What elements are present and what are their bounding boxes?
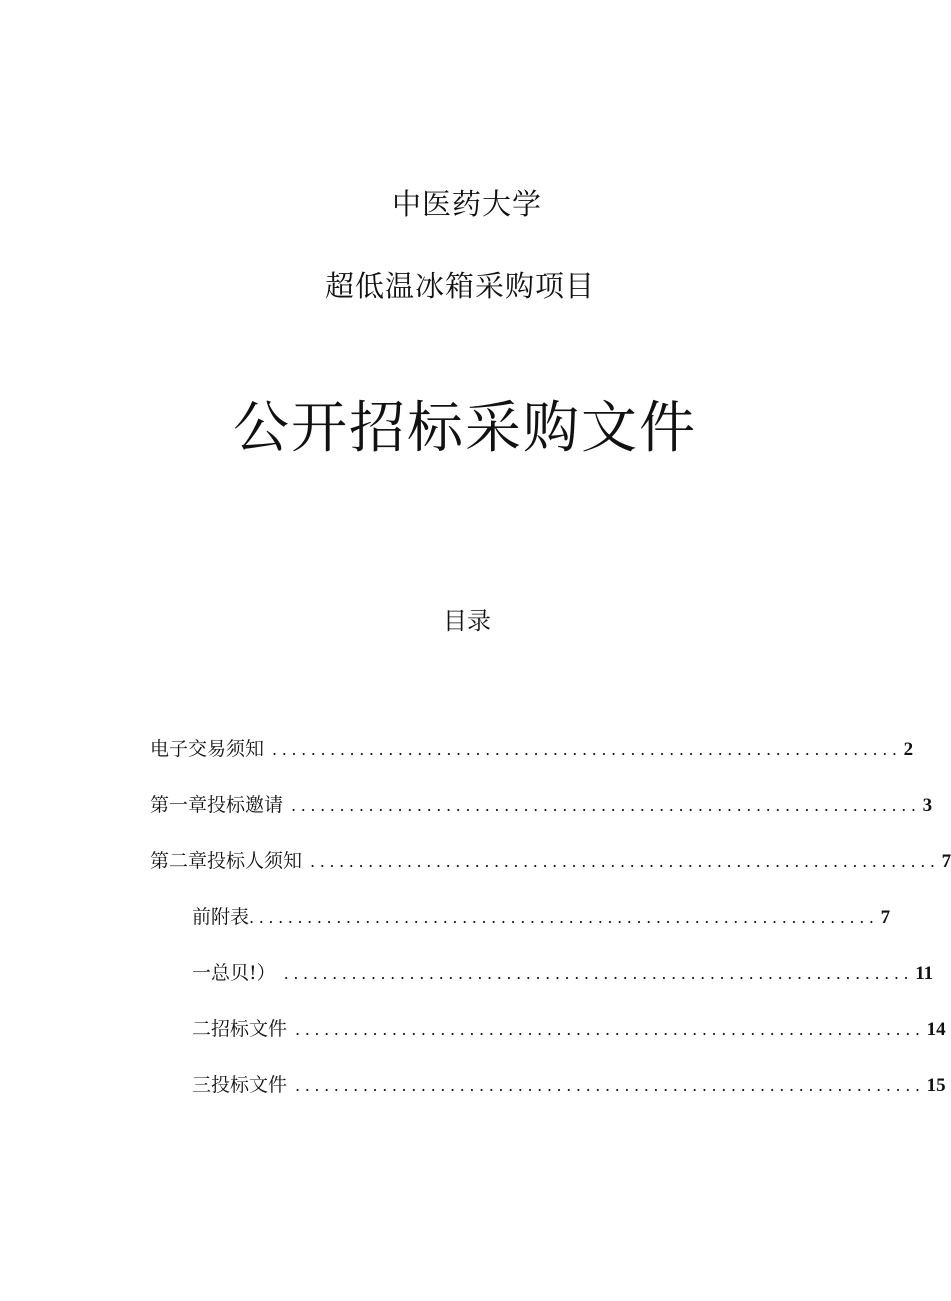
toc-entry[interactable] — [150, 790, 933, 820]
toc-entry-page: 7 — [880, 907, 891, 928]
toc-entry-label: 前附表 — [192, 906, 250, 928]
toc-entry-label: 第一章投标邀请 — [150, 794, 284, 816]
toc-entry-label: 第二章投标人须知 — [150, 850, 303, 872]
toc-entry-page: 2 — [903, 739, 914, 760]
toc-heading: 目录 — [443, 607, 491, 635]
toc-entry[interactable] — [150, 846, 951, 876]
toc-dot-leader: ................................................................. — [295, 1020, 925, 1039]
project-name: 超低温冰箱采购项目 — [324, 269, 595, 303]
document-title: 公开招标采购文件 — [233, 396, 697, 461]
toc-entry-label: 电子交易须知 — [150, 738, 265, 760]
toc-entry-page: 15 — [926, 1075, 946, 1096]
toc-entry-label: 三投标文件 — [192, 1074, 288, 1096]
toc-dot-leader: ................................................................. — [295, 1076, 925, 1095]
toc-entry[interactable] — [192, 902, 891, 932]
toc-entry[interactable] — [192, 1070, 946, 1100]
toc-dot-leader: ................................................................. — [283, 964, 914, 983]
toc-entry-label: 一总贝!） — [192, 962, 276, 984]
toc-entry-page: 7 — [941, 851, 951, 872]
toc-dot-leader: ................................................................. — [291, 796, 921, 815]
toc-dot-leader: ................................................................. — [249, 908, 879, 927]
toc-entry-page: 3 — [922, 795, 933, 816]
toc-dot-leader: ................................................................. — [272, 740, 902, 759]
university-name: 中医药大学 — [391, 187, 542, 221]
toc-entry-page: 11 — [915, 963, 934, 984]
toc-entry[interactable] — [150, 734, 914, 764]
toc-dot-leader: ................................................................. — [310, 852, 940, 871]
toc-entry-label: 二招标文件 — [192, 1018, 288, 1040]
toc-entry[interactable] — [192, 958, 934, 988]
toc-entry[interactable] — [192, 1014, 946, 1044]
toc-entry-page: 14 — [926, 1019, 946, 1040]
